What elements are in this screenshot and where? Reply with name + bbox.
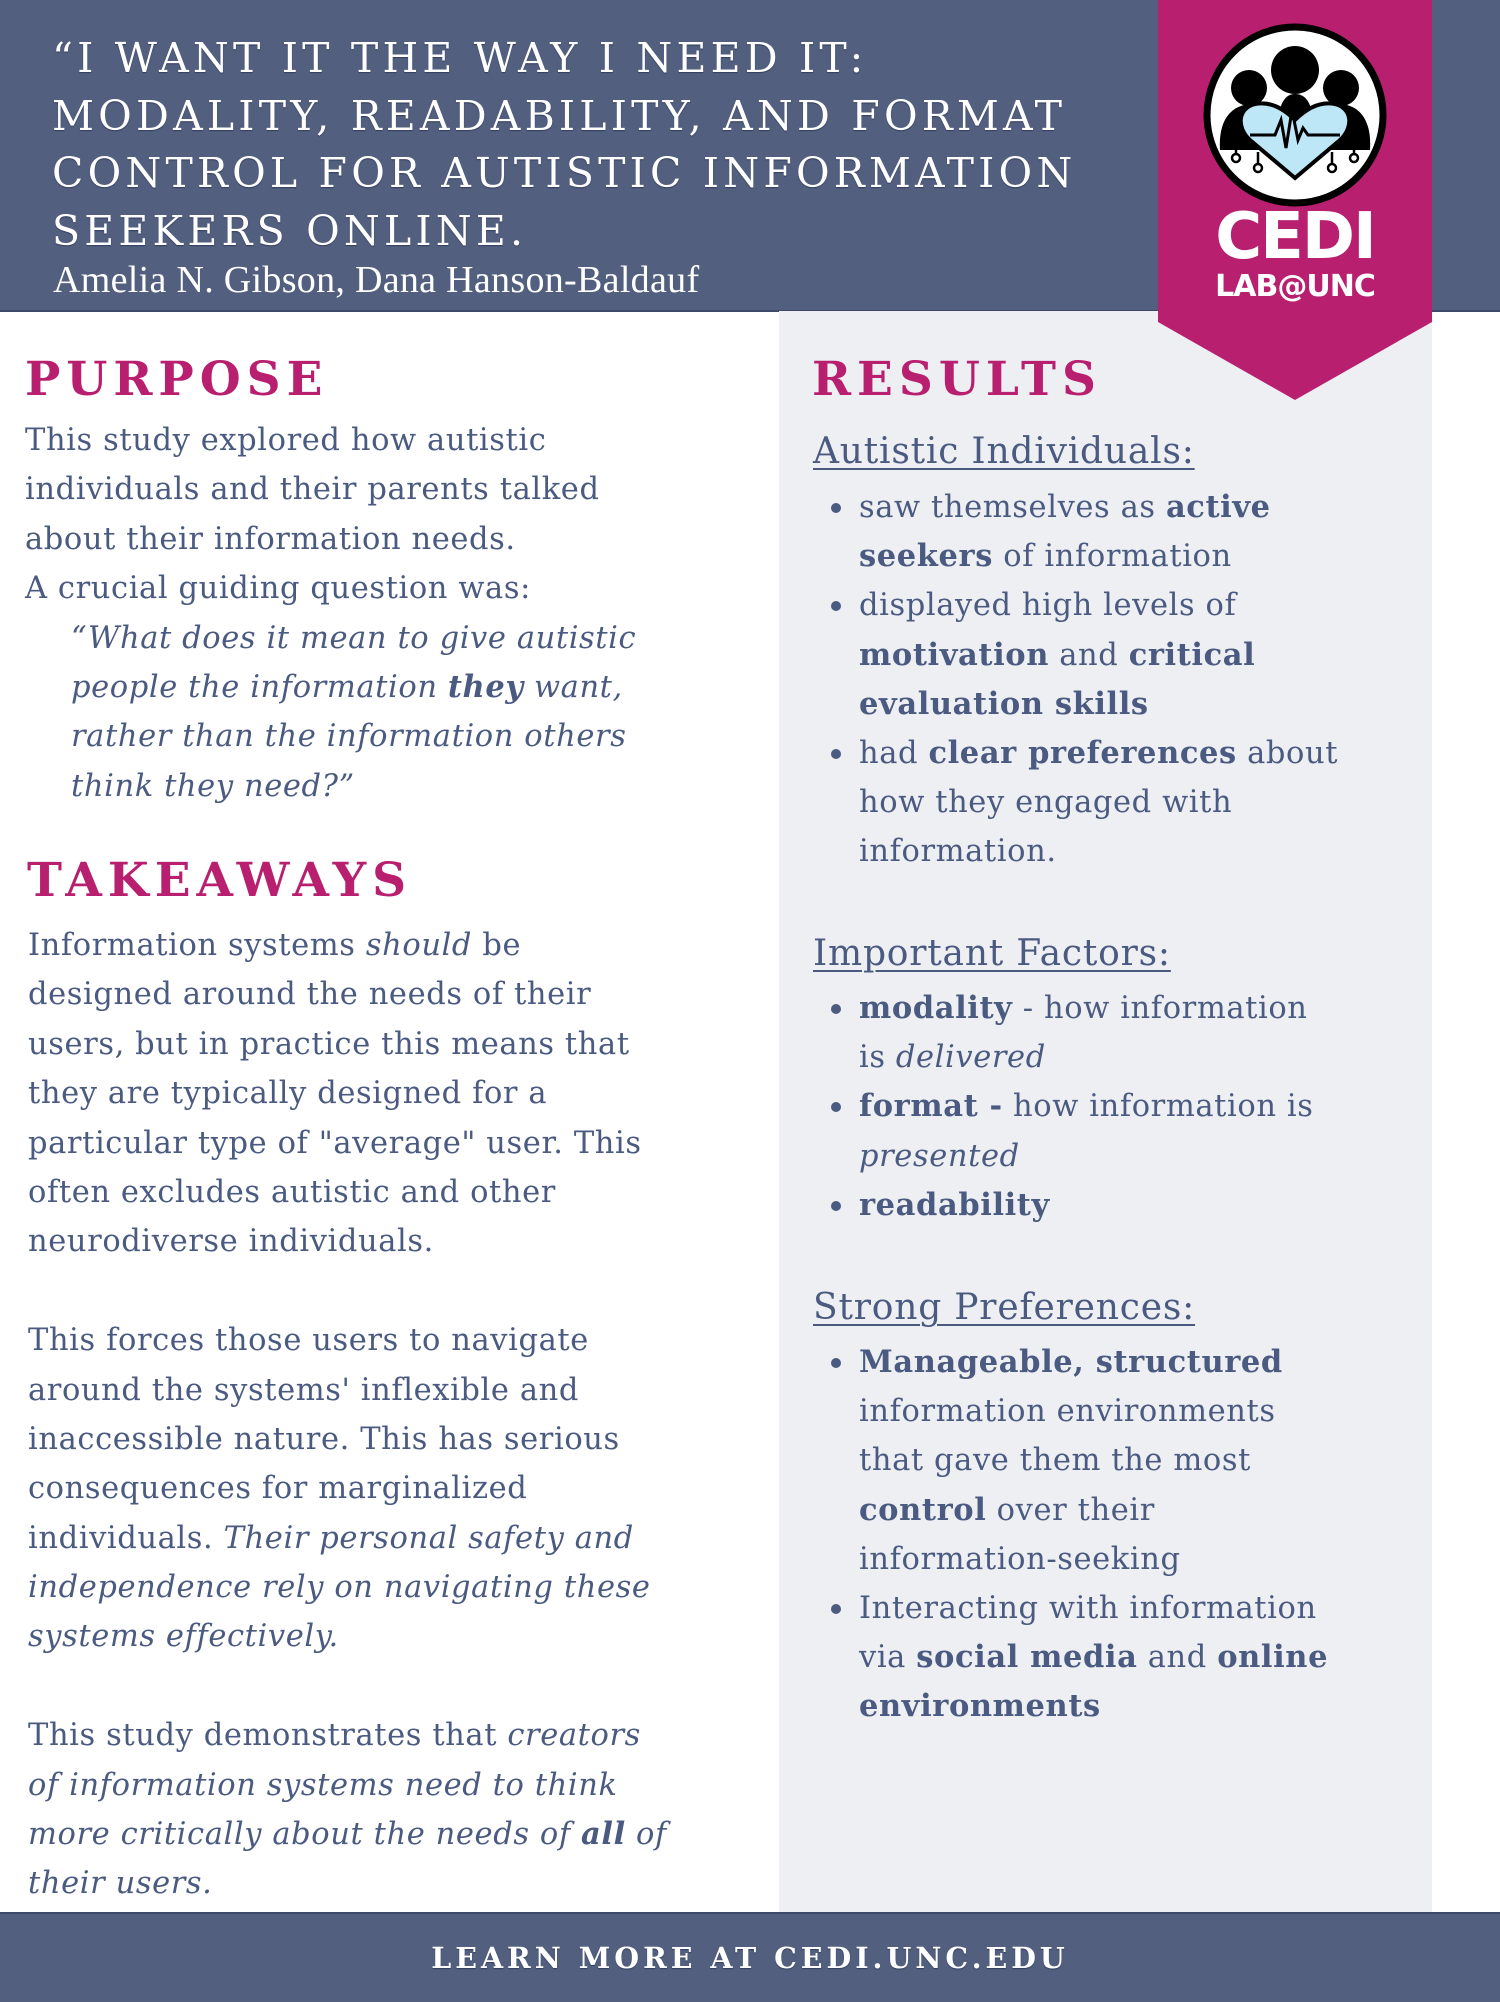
text-line [859, 827, 1338, 876]
bullet-dot-icon [831, 1201, 841, 1211]
text-line [859, 581, 1338, 630]
text-segment: about [1236, 735, 1339, 771]
emphasis-italic: Their personal safety and [223, 1520, 634, 1556]
emphasis-bold: Manageable, structured [859, 1344, 1283, 1380]
footer-banner [0, 1912, 1500, 2002]
purpose-body [25, 416, 636, 811]
emphasis-italic: of [625, 1817, 667, 1853]
title-line: MODALITY, READABILITY, AND FORMAT [52, 91, 1067, 140]
bullet-dot-icon [831, 1604, 841, 1614]
emphasis-italic: of information systems need to think [28, 1767, 618, 1803]
emphasis-italic: presented [859, 1138, 1020, 1174]
emphasis-bold: control [859, 1491, 987, 1528]
title-line: SEEKERS ONLINE. [52, 206, 528, 255]
emphasis-bold: online [1217, 1639, 1329, 1676]
emphasis-bold: all [581, 1816, 626, 1853]
bullet-list-item [859, 984, 1314, 1082]
text-line [28, 1761, 667, 1810]
emphasis-bold: motivation [859, 636, 1049, 673]
text-line [859, 1535, 1328, 1584]
results-list-strong-preferences [859, 1338, 1328, 1732]
text-line [859, 1584, 1328, 1633]
bullet-list-item [859, 1082, 1314, 1180]
emphasis-bold: critical [1128, 636, 1256, 673]
text-segment: saw themselves as [859, 490, 1166, 525]
text-line [859, 1486, 1328, 1535]
text-segment: over their [986, 1492, 1155, 1528]
emphasis-italic: creators [507, 1718, 641, 1754]
bullet-dot-icon [831, 749, 841, 759]
text-line [28, 1859, 667, 1908]
bullet-dot-icon [831, 1004, 841, 1014]
bullet-list-item [859, 729, 1338, 877]
people-heart-heartbeat-icon [1207, 27, 1383, 203]
results-list-important-factors [859, 984, 1314, 1230]
emphasis-italic: independence rely on navigating these [28, 1570, 651, 1606]
text-line [859, 483, 1338, 532]
text-segment: and [1137, 1640, 1218, 1676]
text-line [859, 680, 1338, 729]
text-line [859, 984, 1314, 1033]
text-line [859, 1033, 1314, 1082]
results-subheading-strong-preferences: Strong Preferences: [813, 1287, 1196, 1328]
text-line [28, 1563, 667, 1612]
emphasis-bold: seekers [859, 538, 993, 575]
text-segment: often excludes autistic and other [28, 1174, 556, 1210]
paragraph-spacer [28, 1267, 667, 1316]
text-segment: of information [992, 539, 1232, 575]
text-line [28, 1464, 667, 1513]
text-line [859, 1633, 1328, 1682]
takeaways-paragraph [28, 921, 667, 1267]
emphasis-italic: should [365, 928, 473, 963]
text-segment: rather than the information others [71, 719, 627, 755]
text-segment: designed around the needs of their [28, 977, 592, 1013]
text-line [28, 1316, 667, 1365]
bullet-dot-icon [831, 1358, 841, 1368]
paragraph-spacer [28, 1662, 667, 1711]
text-segment: This forces those users to navigate [28, 1323, 589, 1359]
results-list-autistic-individuals [859, 483, 1338, 877]
title-line: “I WANT IT THE WAY I NEED IT: [52, 34, 868, 82]
title-line: CONTROL FOR AUTISTIC INFORMATION [52, 149, 1077, 197]
emphasis-bold: active [1165, 489, 1271, 525]
text-line [859, 1082, 1314, 1131]
text-line [25, 416, 636, 465]
text-line [28, 1366, 667, 1415]
text-segment: Information systems [28, 928, 366, 963]
takeaways-heading: TAKEAWAYS [27, 853, 413, 908]
text-line [859, 1181, 1314, 1230]
text-line [71, 614, 636, 663]
text-segment: Interacting with information [859, 1590, 1317, 1626]
text-line [28, 1217, 667, 1266]
text-line [28, 1711, 667, 1760]
text-line [25, 515, 636, 564]
text-line [28, 1020, 667, 1069]
text-segment: consequences for marginalized [28, 1471, 528, 1507]
purpose-paragraph [25, 416, 636, 614]
text-segment: This study explored how autistic [25, 423, 547, 458]
cedi-lab-logo [1158, 0, 1432, 400]
text-line [28, 1514, 667, 1563]
text-line [859, 778, 1338, 827]
bullet-list-item [859, 1338, 1328, 1584]
text-segment: had [859, 735, 929, 771]
emphasis-bold: modality [859, 990, 1013, 1026]
text-line [25, 564, 636, 613]
authors: Amelia N. Gibson, Dana Hanson-Baldauf [53, 259, 700, 301]
text-segment: is [859, 1040, 896, 1076]
logo-ribbon-graphic [1158, 0, 1432, 400]
text-segment: - how information [1012, 991, 1308, 1026]
text-line [859, 631, 1338, 680]
text-line [859, 1132, 1314, 1181]
learn-more-link[interactable]: LEARN MORE AT CEDI.UNC.EDU [431, 1941, 1069, 1975]
text-segment: around the systems' inflexible and [28, 1372, 579, 1408]
text-line [71, 712, 636, 761]
text-segment: particular type of "average" user. This [28, 1125, 642, 1161]
text-segment: people the information [71, 669, 448, 705]
guiding-question-quote [25, 614, 636, 812]
text-segment: about their information needs. [25, 521, 516, 557]
bullet-list-item [859, 1181, 1314, 1230]
takeaways-paragraph [28, 1711, 667, 1909]
text-line [28, 1612, 667, 1661]
results-subheading-autistic-individuals: Autistic Individuals: [813, 431, 1195, 472]
text-line [25, 465, 636, 514]
logo-lab-text: LAB@UNC [1215, 269, 1375, 304]
purpose-heading: PURPOSE [25, 352, 329, 407]
emphasis-bold: clear preferences [928, 734, 1237, 771]
text-segment: individuals. [28, 1520, 224, 1556]
text-line [28, 1415, 667, 1464]
text-line [859, 1436, 1328, 1485]
text-line [28, 921, 667, 970]
bullet-list-item [859, 581, 1338, 729]
logo-cedi-text: CEDI [1215, 200, 1375, 274]
text-segment: how they engaged with [859, 785, 1233, 821]
emphasis-bold: readability [859, 1186, 1050, 1223]
text-line [28, 1069, 667, 1118]
bullet-list-item [859, 483, 1338, 581]
text-segment: that gave them the most [859, 1443, 1251, 1479]
emphasis-bold: evaluation skills [859, 685, 1149, 722]
text-line [859, 1682, 1328, 1731]
text-segment: want, [523, 669, 623, 705]
text-segment: users, but in practice this means that [28, 1026, 630, 1062]
poster-title [52, 30, 1076, 260]
bullet-dot-icon [831, 503, 841, 513]
text-segment: A crucial guiding question was: [25, 571, 531, 607]
text-segment: and [1048, 637, 1129, 673]
text-segment: information. [859, 834, 1057, 870]
text-line [859, 1387, 1328, 1436]
results-heading: RESULTS [812, 352, 1102, 407]
emphasis-bold: format - [859, 1088, 1003, 1125]
emphasis-italic: more critically about the needs of [28, 1817, 582, 1853]
emphasis-italic: their users. [28, 1866, 213, 1902]
text-segment: information-seeking [859, 1541, 1181, 1577]
results-subheading-important-factors: Important Factors: [813, 933, 1171, 974]
text-line [28, 1168, 667, 1217]
bullet-list-item [859, 1584, 1328, 1732]
text-segment: think they need?” [71, 768, 355, 804]
text-segment: individuals and their parents talked [25, 472, 600, 508]
emphasis-bold: they [447, 668, 524, 705]
text-segment: information environments [859, 1394, 1276, 1430]
text-line [28, 1810, 667, 1859]
text-segment: via [859, 1640, 917, 1676]
text-segment: inaccessible nature. This has serious [28, 1421, 620, 1457]
text-line [859, 1338, 1328, 1387]
text-line [28, 1119, 667, 1168]
emphasis-italic: systems effectively. [28, 1619, 339, 1655]
emphasis-italic: delivered [895, 1040, 1046, 1076]
text-line [71, 663, 636, 712]
text-line [859, 729, 1338, 778]
text-segment: how information is [1002, 1089, 1314, 1125]
emphasis-bold: environments [859, 1688, 1101, 1725]
text-line [71, 762, 636, 811]
takeaways-paragraph [28, 1316, 667, 1662]
text-segment: displayed high levels of [859, 588, 1237, 624]
text-segment: they are typically designed for a [28, 1076, 548, 1112]
takeaways-body [28, 921, 667, 1909]
text-segment: be [472, 928, 522, 963]
text-line [859, 532, 1338, 581]
text-segment: This study demonstrates that [28, 1718, 508, 1754]
text-segment: neurodiverse individuals. [28, 1224, 434, 1260]
text-segment: “What does it mean to give autistic [71, 620, 637, 656]
text-line [28, 970, 667, 1019]
emphasis-bold: social media [916, 1639, 1138, 1676]
